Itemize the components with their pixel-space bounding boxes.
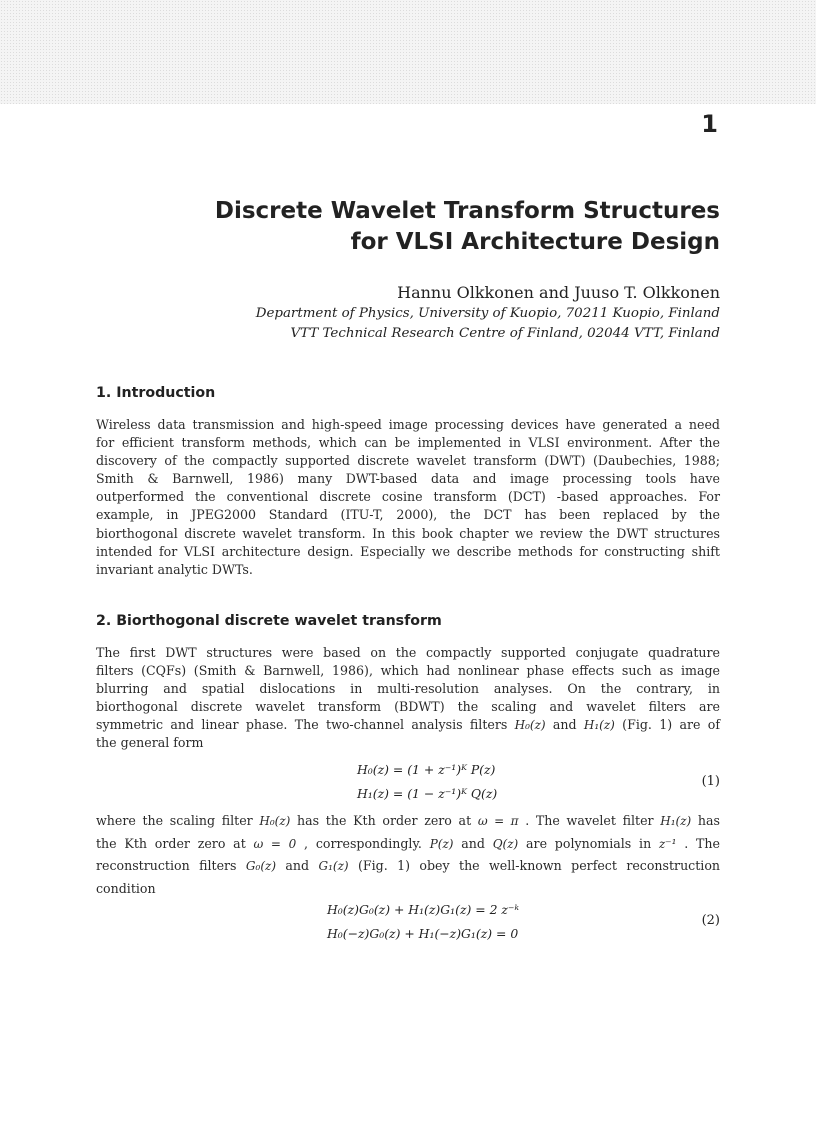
text-line: biorthogonal discrete wavelet transform. In this book chapter we review the DWT structures: [96, 525, 720, 541]
math-inline: H₁(z): [660, 814, 692, 828]
text-fragment: has the Kth order zero at: [290, 813, 478, 828]
text-line: for efficient transform methods, which can be implemented in VLSI environment. After the: [96, 435, 720, 451]
section-heading-introduction: 1. Introduction: [96, 385, 216, 401]
equation-1-line-2: H₁(z) = (1 − z⁻¹)ᴷ Q(z): [357, 786, 498, 801]
text-fragment: are polynomials in: [518, 835, 659, 851]
text-fragment: has: [691, 813, 720, 828]
text-line: intended for VLSI architecture design. Especially we describe methods for constructing shift: [96, 543, 720, 559]
text-line: example, in JPEG2000 Standard (ITU-T, 2000), the DCT has been replaced by the: [96, 507, 720, 523]
affiliation-2: VTT Technical Research Centre of Finland, 02044 VTT, Finland: [290, 326, 720, 341]
authors: Hannu Olkkonen and Juuso T. Olkkonen: [397, 283, 720, 302]
chapter-number: 1: [701, 110, 718, 138]
math-inline: z⁻¹: [658, 836, 677, 851]
bdwt-paragraph: [96, 644, 720, 753]
math-inline: ω = 0: [253, 836, 297, 851]
equation-2-line-1: H₀(z)G₀(z) + H₁(z)G₁(z) = 2 z⁻ᵏ: [327, 902, 519, 917]
text-fragment: (Fig. 1) obey the well-known perfect reconstruction: [348, 858, 721, 873]
text-fragment: and: [545, 717, 584, 733]
header-band: [0, 0, 816, 104]
text-fragment: . The wavelet filter: [518, 813, 661, 828]
after-eq1-paragraph: [96, 810, 720, 900]
text-line: The first DWT structures were based on the compactly supported conjugate quadrature: [96, 645, 720, 660]
equation-2-number: (2): [701, 913, 720, 928]
text-fragment: and: [276, 858, 319, 873]
math-inline: H₁(z): [583, 718, 615, 733]
text-fragment: . The: [676, 835, 720, 851]
math-inline: ω = π: [477, 814, 519, 828]
text-fragment: (Fig. 1) are of: [614, 717, 720, 733]
math-inline: H₀(z): [514, 718, 546, 733]
text-line: blurring and spatial dislocations in multi-resolution analyses. On the contrary, in: [96, 681, 720, 697]
title-line-2: for VLSI Architecture Design: [350, 229, 720, 255]
text-line: the general form: [96, 735, 204, 751]
math-inline: G₀(z): [245, 859, 277, 873]
text-line: filters (CQFs) (Smith & Barnwell, 1986), which had nonlinear phase effects such as image: [96, 663, 720, 679]
text-line: [96, 855, 720, 878]
text-fragment: , correspondingly.: [296, 835, 430, 851]
equation-2-line-2: H₀(−z)G₀(z) + H₁(−z)G₁(z) = 0: [327, 926, 519, 941]
text-line: discovery of the compactly supported discrete wavelet transform (DWT) (Daubechies, 1988;: [96, 453, 720, 469]
affiliation-1: Department of Physics, University of Kuopio, 70211 Kuopio, Finland: [255, 306, 720, 321]
text-fragment: reconstruction filters: [96, 858, 246, 873]
text-fragment: where the scaling filter: [96, 813, 260, 828]
text-line: Smith & Barnwell, 1986) many DWT-based data and image processing tools have: [96, 471, 720, 487]
affiliations: [160, 304, 720, 344]
title-line-1: Discrete Wavelet Transform Structures: [214, 198, 720, 224]
text-line: [96, 810, 720, 833]
math-inline: Q(z): [492, 836, 519, 851]
text-fragment: and: [453, 835, 493, 851]
intro-paragraph: [96, 416, 720, 579]
math-inline: H₀(z): [259, 814, 291, 828]
text-line: [96, 833, 720, 856]
math-inline: G₁(z): [318, 859, 349, 873]
section-heading-bdwt: 2. Biorthogonal discrete wavelet transform: [96, 613, 442, 629]
equation-1-number: (1): [701, 774, 720, 789]
math-inline: P(z): [429, 836, 454, 851]
text-fragment: the Kth order zero at: [96, 835, 254, 851]
text-line: outperformed the conventional discrete cosine transform (DCT) -based approaches. For: [96, 489, 720, 505]
chapter-title: [160, 196, 720, 258]
text-fragment: symmetric and linear phase. The two-channel analysis filters: [96, 717, 515, 733]
text-line: condition: [96, 880, 156, 896]
text-line: biorthogonal discrete wavelet transform (BDWT) the scaling and wavelet filters are: [96, 699, 720, 715]
equation-1-line-1: H₀(z) = (1 + z⁻¹)ᴷ P(z): [357, 762, 496, 777]
text-line: [96, 716, 720, 734]
text-line: invariant analytic DWTs.: [96, 561, 253, 577]
text-line: Wireless data transmission and high-speed image processing devices have generated a need: [96, 417, 720, 432]
